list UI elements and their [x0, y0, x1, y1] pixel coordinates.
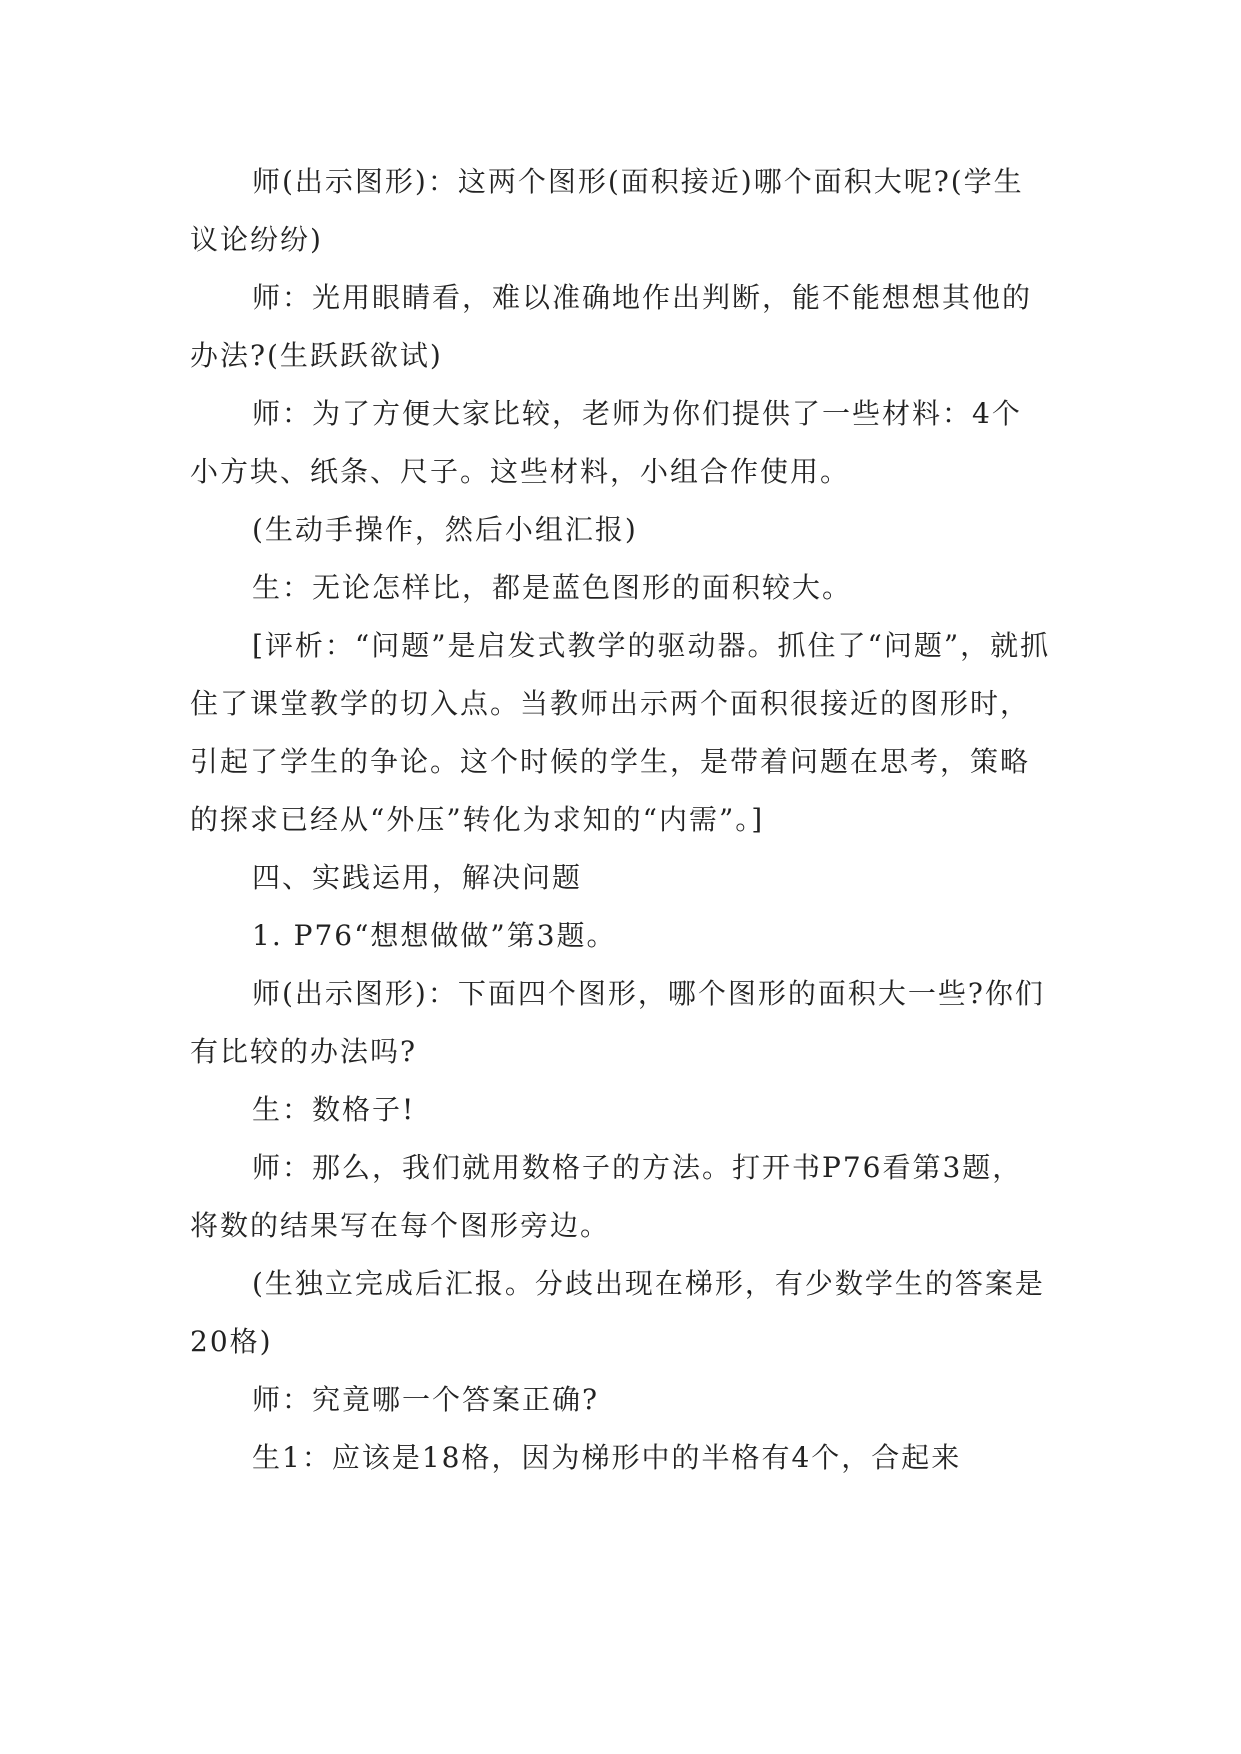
- paragraph-12: (生独立完成后汇报。分歧出现在梯形，有少数学生的答案是20格): [190, 1267, 1045, 1358]
- paragraph-1: 师(出示图形)：这两个图形(面积接近)哪个面积大呢?(学生议论纷纷): [190, 165, 1024, 256]
- paragraph-9: 师(出示图形)：下面四个图形，哪个图形的面积大一些?你们有比较的办法吗?: [190, 977, 1045, 1068]
- section-heading: 四、实践运用，解决问题: [252, 861, 583, 894]
- analysis-paragraph: [评析：“问题”是启发式教学的驱动器。抓住了“问题”，就抓住了课堂教学的切入点。当教师出示两个面积很接近的图形时，引起了学生的争论。这个时候的学生，是带着问题在思考，策略的探求已经从“外压”转化为求知的“内需”。]: [190, 629, 1051, 836]
- paragraph-5: 生：无论怎样比，都是蓝色图形的面积较大。: [252, 571, 853, 604]
- exercise-item: 1. P76“想想做做”第3题。: [252, 919, 617, 952]
- paragraph-3: 师：为了方便大家比较，老师为你们提供了一些材料：4个小方块、纸条、尺子。这些材料，小组合作使用。: [190, 397, 1022, 488]
- paragraph-10: 生：数格子!: [252, 1093, 416, 1126]
- paragraph-14: 生1：应该是18格，因为梯形中的半格有4个，合起来: [252, 1441, 962, 1474]
- paragraph-13: 师：究竟哪一个答案正确?: [252, 1383, 600, 1416]
- paragraph-4: (生动手操作，然后小组汇报): [252, 513, 638, 546]
- paragraph-11: 师：那么，我们就用数格子的方法。打开书P76看第3题，将数的结果写在每个图形旁边。: [190, 1151, 1023, 1242]
- paragraph-2: 师：光用眼睛看，难以准确地作出判断，能不能想想其他的办法?(生跃跃欲试): [190, 281, 1033, 372]
- document-body: [190, 153, 1051, 1487]
